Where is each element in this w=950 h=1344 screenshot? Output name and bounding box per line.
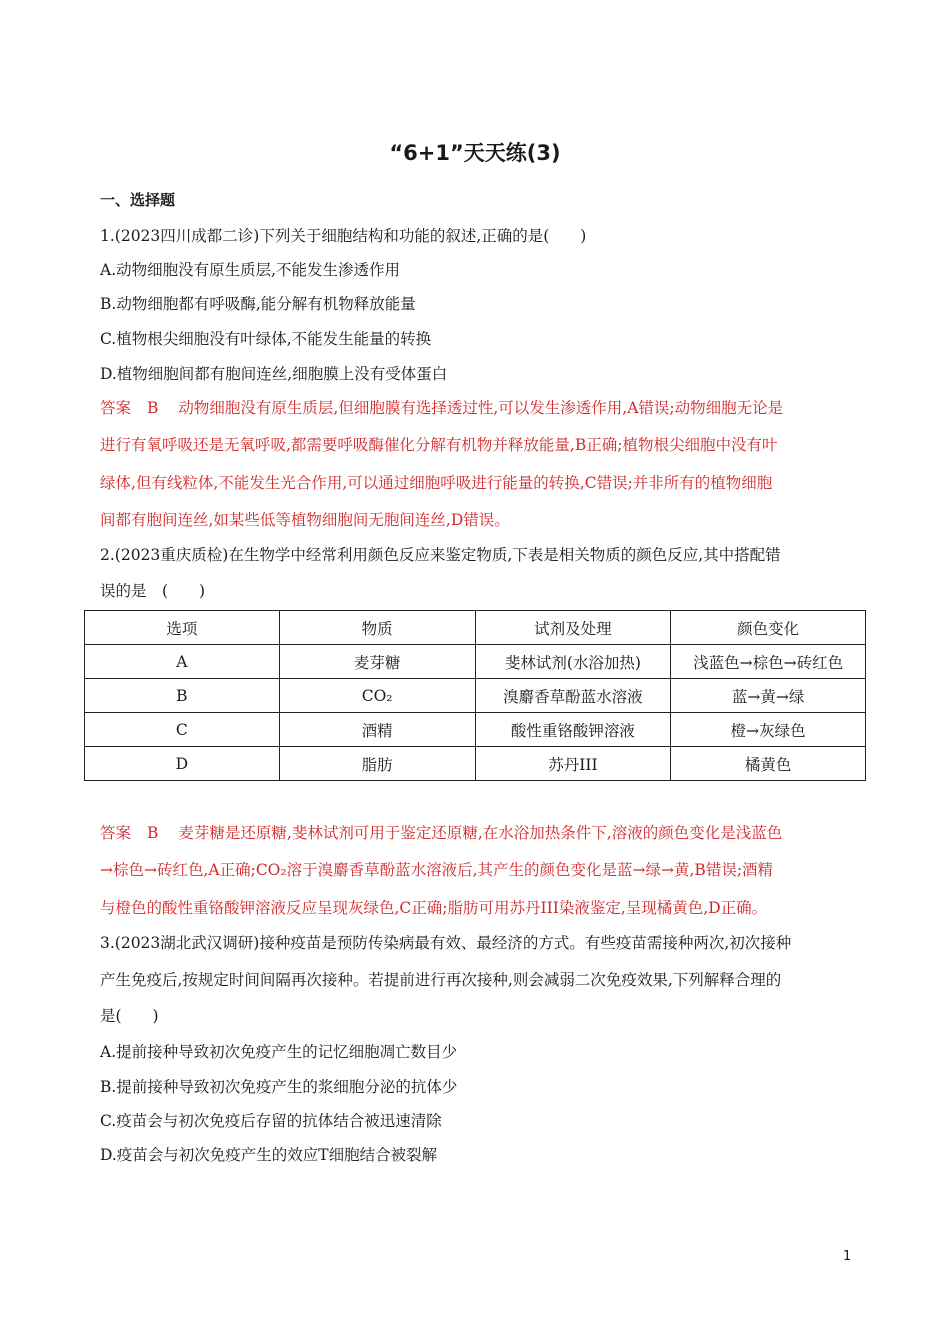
q1-option-b: B.动物细胞都有呼吸酶,能分解有机物释放能量 xyxy=(100,295,416,313)
q1-explanation-1: 进行有氧呼吸还是无氧呼吸,都需要呼吸酶催化分解有机物并释放能量,B正确;植物根尖细胞中没有叶 xyxy=(100,436,778,454)
q1-explanation-3: 间都有胞间连丝,如某些低等植物细胞间无胞间连丝,D错误。 xyxy=(100,511,510,529)
table-cell: 麦芽糖 xyxy=(279,645,475,679)
q1-answer-label: 答案 xyxy=(100,399,132,417)
q2-explanation-2: 与橙色的酸性重铬酸钾溶液反应呈现灰绿色,C正确;脂肪可用苏丹III染液鉴定,呈现橘黄色,D正确。 xyxy=(100,899,768,917)
table-cell: 浅蓝色→棕色→砖红色 xyxy=(671,645,866,679)
q1-explanation-0: 动物细胞没有原生质层,但细胞膜有选择透过性,可以发生渗透作用,A错误;动物细胞无论是 xyxy=(178,399,784,417)
table-header-cell: 选项 xyxy=(85,611,280,645)
table-cell: 脂肪 xyxy=(279,747,475,781)
table-cell: 橙→灰绿色 xyxy=(671,713,866,747)
table-header-cell: 物质 xyxy=(279,611,475,645)
q1-explanation-2: 绿体,但有线粒体,不能发生光合作用,可以通过细胞呼吸进行能量的转换,C错误;并非所有的植物细胞 xyxy=(100,474,773,492)
q2-explanation-0: 麦芽糖是还原糖,斐林试剂可用于鉴定还原糖,在水浴加热条件下,溶液的颜色变化是浅蓝色 xyxy=(178,824,783,842)
q2-answer-label: 答案 xyxy=(100,824,132,842)
q3-option-d: D.疫苗会与初次免疫产生的效应T细胞结合被裂解 xyxy=(100,1146,438,1164)
table-header-cell: 试剂及处理 xyxy=(475,611,671,645)
table-cell: A xyxy=(85,645,280,679)
table-row xyxy=(85,747,866,781)
table-row xyxy=(85,679,866,713)
q3-option-b: B.提前接种导致初次免疫产生的浆细胞分泌的抗体少 xyxy=(100,1078,458,1096)
table-cell: CO₂ xyxy=(279,679,475,713)
page-title: “6+1”天天练(3) xyxy=(389,141,561,165)
q2-explanation-1: →棕色→砖红色,A正确;CO₂溶于溴麝香草酚蓝水溶液后,其产生的颜色变化是蓝→绿→黄,B错误;酒精 xyxy=(100,861,774,879)
table-cell: C xyxy=(85,713,280,747)
table-cell: 橘黄色 xyxy=(671,747,866,781)
q1-answer-line-1 xyxy=(100,398,783,418)
table-row xyxy=(85,645,866,679)
q2-stem-1: 2.(2023重庆质检)在生物学中经常利用颜色反应来鉴定物质,下表是相关物质的颜色反应,其中搭配错 xyxy=(100,546,781,564)
table-cell: 酒精 xyxy=(279,713,475,747)
q1-option-d: D.植物细胞间都有胞间连丝,细胞膜上没有受体蛋白 xyxy=(100,365,448,383)
table-cell: 苏丹III xyxy=(475,747,671,781)
table-header-row xyxy=(85,611,866,645)
table-cell: 斐林试剂(水浴加热) xyxy=(475,645,671,679)
q3-option-c: C.疫苗会与初次免疫后存留的抗体结合被迅速清除 xyxy=(100,1112,442,1130)
q2-stem-2: 误的是 ( ) xyxy=(100,582,206,600)
q3-stem-2: 产生免疫后,按规定时间间隔再次接种。若提前进行再次接种,则会减弱二次免疫效果,下列解释合理的 xyxy=(100,971,782,989)
color-reaction-table xyxy=(84,610,866,781)
page-number: 1 xyxy=(843,1249,852,1264)
table-cell: 酸性重铬酸钾溶液 xyxy=(475,713,671,747)
q3-stem-3: 是( ) xyxy=(100,1007,159,1025)
q2-answer-line-1 xyxy=(100,823,782,843)
table-cell: B xyxy=(85,679,280,713)
table-cell: 溴麝香草酚蓝水溶液 xyxy=(475,679,671,713)
q3-option-a: A.提前接种导致初次免疫产生的记忆细胞凋亡数目少 xyxy=(100,1043,458,1061)
table-cell: D xyxy=(85,747,280,781)
q1-option-c: C.植物根尖细胞没有叶绿体,不能发生能量的转换 xyxy=(100,330,432,348)
q1-stem: 1.(2023四川成都二诊)下列关于细胞结构和功能的叙述,正确的是( ) xyxy=(100,227,587,245)
q1-option-a: A.动物细胞没有原生质层,不能发生渗透作用 xyxy=(100,261,401,279)
q1-answer-key: B xyxy=(147,399,159,417)
q2-answer-key: B xyxy=(147,824,159,842)
section-heading: 一、选择题 xyxy=(100,191,176,209)
q3-stem-1: 3.(2023湖北武汉调研)接种疫苗是预防传染病最有效、最经济的方式。有些疫苗需接种两次,初次接种 xyxy=(100,934,792,952)
table-header-cell: 颜色变化 xyxy=(671,611,866,645)
table-row xyxy=(85,713,866,747)
table-cell: 蓝→黄→绿 xyxy=(671,679,866,713)
